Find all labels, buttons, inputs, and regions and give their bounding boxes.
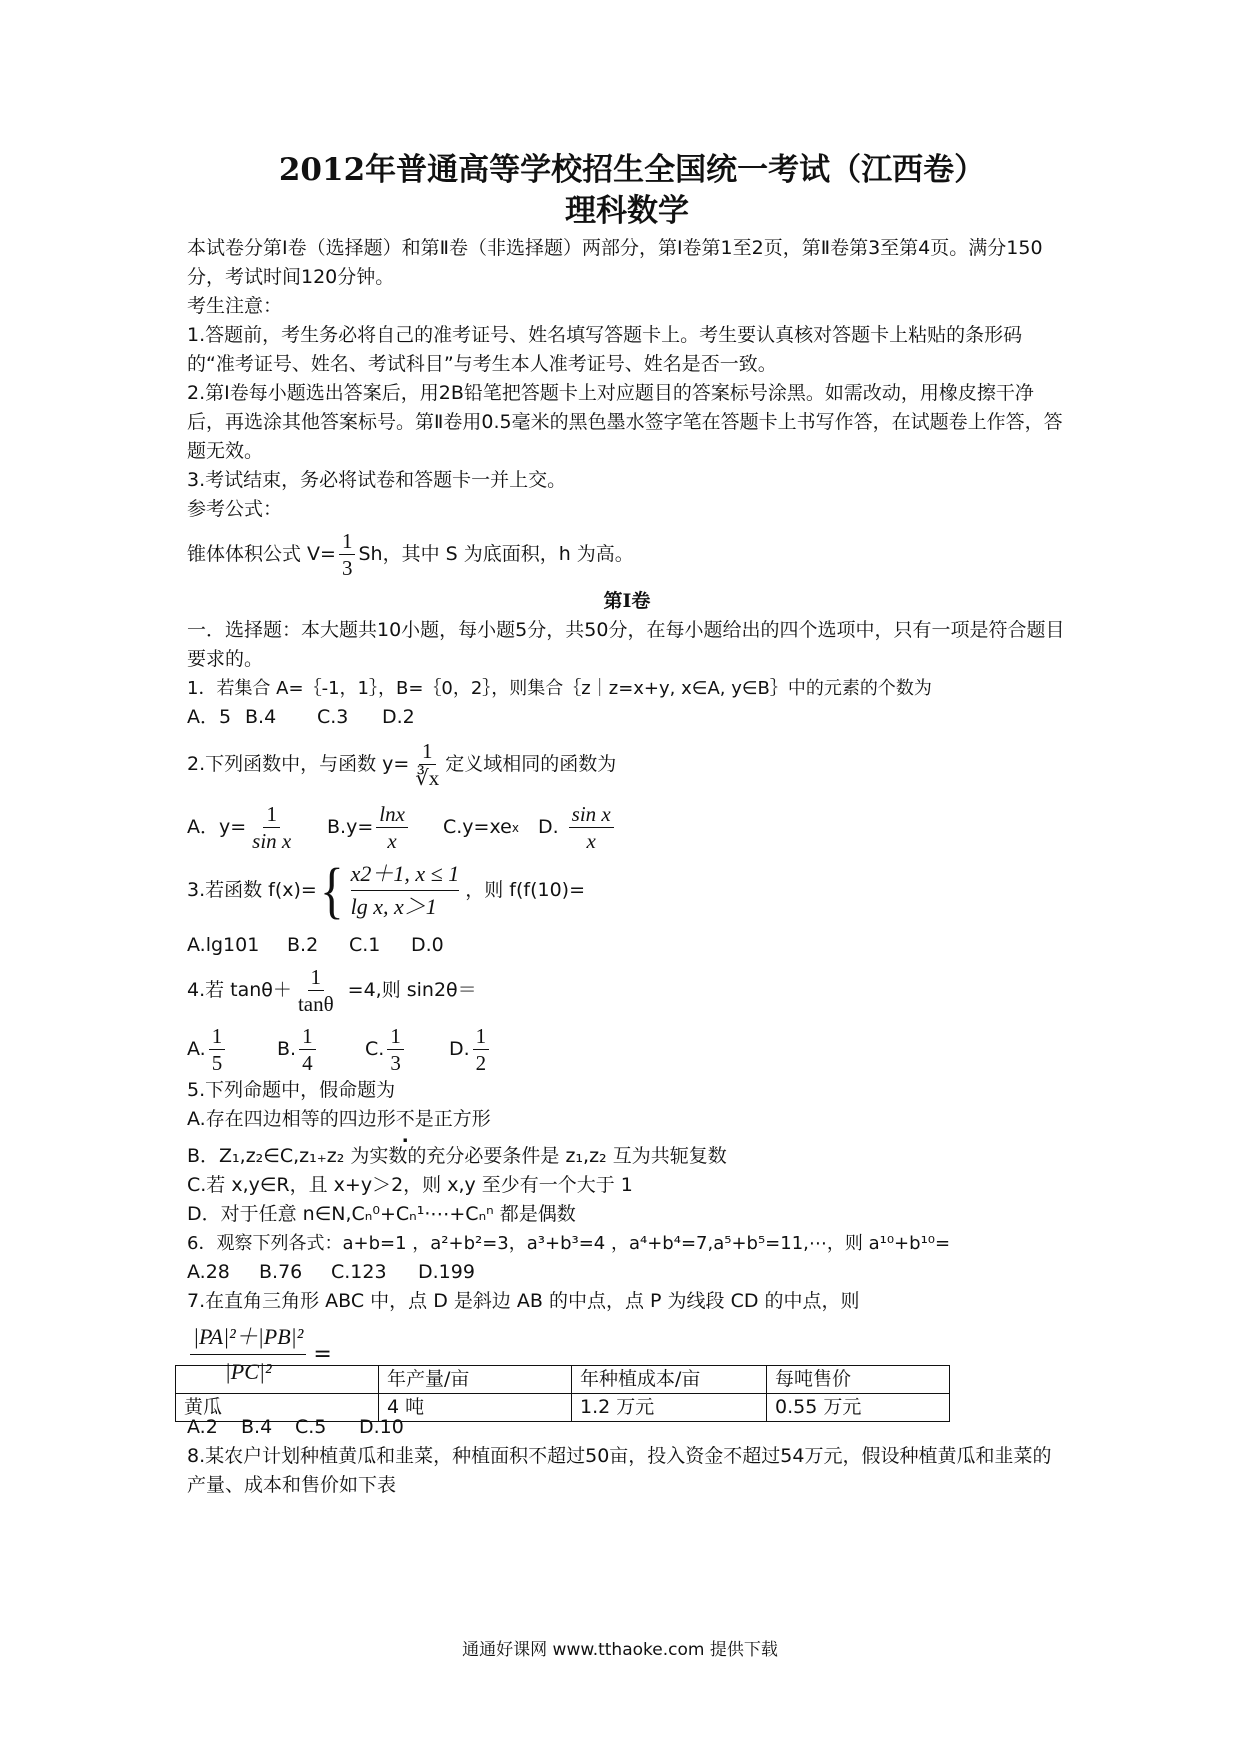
- exam-page: [187, 150, 1067, 1500]
- q3-stem: 3.若函数 f(x)= { x2＋1, x ≤ 1 lg x, x＞1 ，则 f(f(10)=: [187, 856, 585, 925]
- q2-options: A．y= $\frac{1}{\text{sin x}}$ B.y= $\frac{\ln x}{x}$ C.y=xe x D. $\frac{\text{sin x}}{x}$: [187, 801, 1067, 854]
- q1-options: A．5 B.4 C.3 D.2: [187, 706, 415, 728]
- notice-2: 2.第Ⅰ卷每小题选出答案后，用2B铅笔把答题卡上对应题目的答案标号涂黑。如需改动，用橡皮擦干净后，再选涂其他答案标号。第Ⅱ卷用0.5毫米的黑色墨水签字笔在答题卡上书写作答，在试题卷上作答，答题无效。: [187, 382, 1063, 462]
- q7-expression: $\frac{\text{|PA|²＋|PB|²}}{\text{|PC|²}}$ =: [187, 1320, 1067, 1389]
- q2-stem: 2.下列函数中，与函数 y= $\frac{1}{∛x}$ 定义域相同的函数为: [187, 739, 617, 790]
- q3-options: A.lg101 B.2 C.1 D.0: [187, 934, 444, 956]
- q6-stem: 6．观察下列各式：a+b=1 ，a²+b²=3，a³+b³=4 ，a⁴+b⁴=7,a⁵+b⁵=11,⋯，则 a¹⁰+b¹⁰=: [187, 1233, 951, 1254]
- q4-options: A. $\frac{1}{5}$ B. $\frac{1}{4}$ C. $\frac{1}{3}$ D. $\frac{1}{2}$: [187, 1023, 1067, 1076]
- q7-stem: 7.在直角三角形 ABC 中，点 D 是斜边 AB 的中点，点 P 为线段 CD 的中点，则: [187, 1290, 860, 1312]
- page-subtitle: 理科数学: [565, 193, 689, 229]
- q1-stem: 1．若集合 A=｛-1，1｝，B=｛0，2｝，则集合｛z｜z=x+y, x∈A, y∈B｝中的元素的个数为: [187, 678, 932, 699]
- notice-3: 3.考试结束，务必将试卷和答题卡一并上交。: [187, 469, 567, 491]
- formula-line: 锥体体积公式 V= $\frac{1}{3}$ Sh，其中 S 为底面积，h 为高。: [187, 529, 634, 580]
- q6-options: A.28 B.76 C.123 D.199: [187, 1261, 475, 1283]
- table-row: [176, 1394, 950, 1422]
- q5-option-a: A.存在四边相等的四边形不是正方形: [187, 1108, 491, 1130]
- q4-stem: 4.若 tanθ＋ $\frac{1}{\tan\theta}$ =4,则 sin2θ＝: [187, 965, 477, 1016]
- q8-table: [175, 1365, 950, 1422]
- q5-option-c: C.若 x,y∈R，且 x+y＞2，则 x,y 至少有一个大于 1: [187, 1174, 633, 1196]
- q5-option-d: D．对于任意 n∈N,Cₙ⁰+Cₙ¹·⋯+Cₙⁿ 都是偶数: [187, 1203, 576, 1225]
- formula-heading: 参考公式：: [187, 498, 283, 520]
- page-footer: 通通好课网 www.tthaoke.com 提供下载: [462, 1640, 778, 1660]
- piecewise-cases: x2＋1, x ≤ 1 lg x, x＞1: [351, 858, 460, 923]
- notice-1: 1.答题前，考生务必将自己的准考证号、姓名填写答题卡上。考生要认真核对答题卡上粘贴的条形码的“准考证号、姓名、考试科目”与考生本人准考证号、姓名是否一致。: [187, 324, 1023, 375]
- table-cell: 年种植成本/亩: [572, 1366, 767, 1394]
- section-intro: 一．选择题：本大题共10小题，每小题5分，共50分，在每小题给出的四个选项中，只有一项是符合题目要求的。: [187, 619, 1065, 670]
- formula-fraction: $\frac{1}{3}$: [339, 528, 356, 581]
- q2-fraction: $\frac{1}{∛x}$: [415, 739, 440, 790]
- q7-options: A.2 B.4 C.5 D.10: [187, 1416, 404, 1438]
- table-cell: 0.55 万元: [767, 1394, 950, 1422]
- table-cell: 每吨售价: [767, 1366, 950, 1394]
- intro-text: 本试卷分第Ⅰ卷（选择题）和第Ⅱ卷（非选择题）两部分，第Ⅰ卷第1至2页，第Ⅱ卷第3至第4页。满分150分，考试时间120分钟。: [187, 237, 1043, 288]
- table-cell: 1.2 万元: [572, 1394, 767, 1422]
- section-title: 第Ⅰ卷: [603, 590, 651, 612]
- q5-stem: 5.下列命题中，假命题为: [187, 1079, 396, 1101]
- table-cell: [176, 1366, 379, 1394]
- table-cell: 黄瓜: [176, 1394, 379, 1422]
- table-cell: 4 吨: [379, 1394, 572, 1422]
- table-cell: 年产量/亩: [379, 1366, 572, 1394]
- left-brace: {: [319, 856, 344, 925]
- q5-option-b: B．Z₁,z₂∈C,z₁₊z₂ 为实数的充分必要条件是 z₁,z₂ 互为共轭复数: [187, 1145, 727, 1167]
- table-header-row: [176, 1366, 950, 1394]
- q8-stem: 8.某农户计划种植黄瓜和韭菜，种植面积不超过50亩，投入资金不超过54万元，假设种植黄瓜和韭菜的产量、成本和售价如下表: [187, 1445, 1052, 1496]
- page-title: 2012年普通高等学校招生全国统一考试（江西卷）: [278, 152, 986, 188]
- notice-heading: 考生注意：: [187, 295, 283, 317]
